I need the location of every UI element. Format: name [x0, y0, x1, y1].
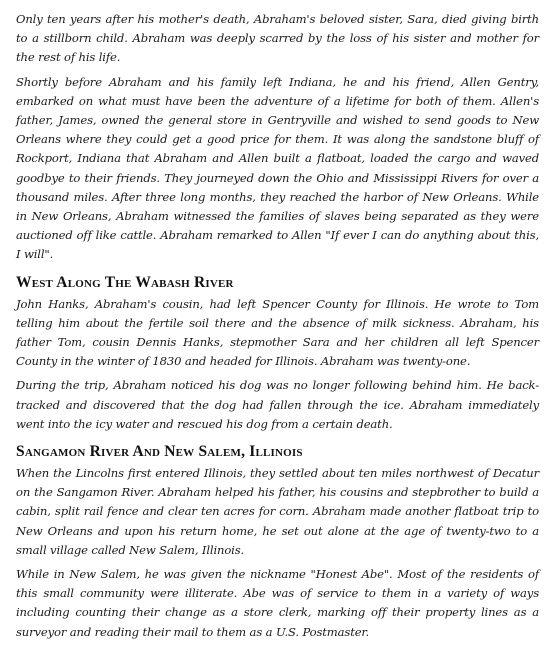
heading-sangamon-new-salem: Sangamon River And New Salem, Illinois: [16, 443, 303, 461]
paragraph-sara-death: Only ten years after his mother's death, Abraham's beloved sister, Sara, died giving birth to a stillborn child. Abraham was deeply scarred by the loss of his sister and mother for the rest of his life.: [16, 12, 539, 65]
paragraph-honest-abe: While in New Salem, he was given the nickname "Honest Abe". Most of the residents of this small community were illiterate. Abe was of service to them in a variety of ways including counting their change as a store clerk, marking off their property lines as a surveyor and reading their mail to them as a U.S. Postmaster.: [16, 567, 539, 639]
heading-wabash-river: West Along The Wabash River: [16, 273, 234, 291]
paragraph-dog-rescue: During the trip, Abraham noticed his dog was no longer following behind him. He back-tracked and discovered that the dog had fallen through the ice. Abraham immediately went into the icy water and rescued his dog from a certain death.: [16, 378, 539, 431]
paragraph-flatboat-new-orleans: Shortly before Abraham and his family left Indiana, he and his friend, Allen Gentry, embarked on what must have been the adventure of a lifetime for both of them. Allen's father, James, owned the general store in Gentryville and wished to send goods to New Orleans where they could get a good price for them. It was along the sandstone bluff of Rockport, Indiana that Abraham and Allen built a flatboat, loaded the cargo and waved goodbye to their friends. They journeyed down the Ohio and Mississippi Rivers for over a thousand miles. After three long months, they reached the harbor of New Orleans. While in New Orleans, Abraham witnessed the families of slaves being separated as they were auctioned off like cattle. Abraham remarked to Allen "If ever I can do anything about this, I will".: [16, 74, 539, 262]
paragraph-lincolns-enter-illinois: When the Lincolns first entered Illinois, they settled about ten miles northwest of Decatur on the Sangamon River. Abraham helped his father, his cousins and stepbrother to build a cabin, split rail fence and clear ten acres for corn. Abraham made another flatboat trip to New Orleans and upon his return home, he set out alone at the age of twenty-two to a small village called New Salem, Illinois.: [16, 466, 539, 557]
paragraph-john-hanks: John Hanks, Abraham's cousin, had left Spencer County for Illinois. He wrote to Tom telling him about the fertile soil there and the absence of milk sickness. Abraham, his father Tom, cousin Dennis Hanks, stepmother Sara and her children all left Spencer County in the winter of 1830 and headed for Illinois. Abraham was twenty-one.: [16, 296, 539, 369]
